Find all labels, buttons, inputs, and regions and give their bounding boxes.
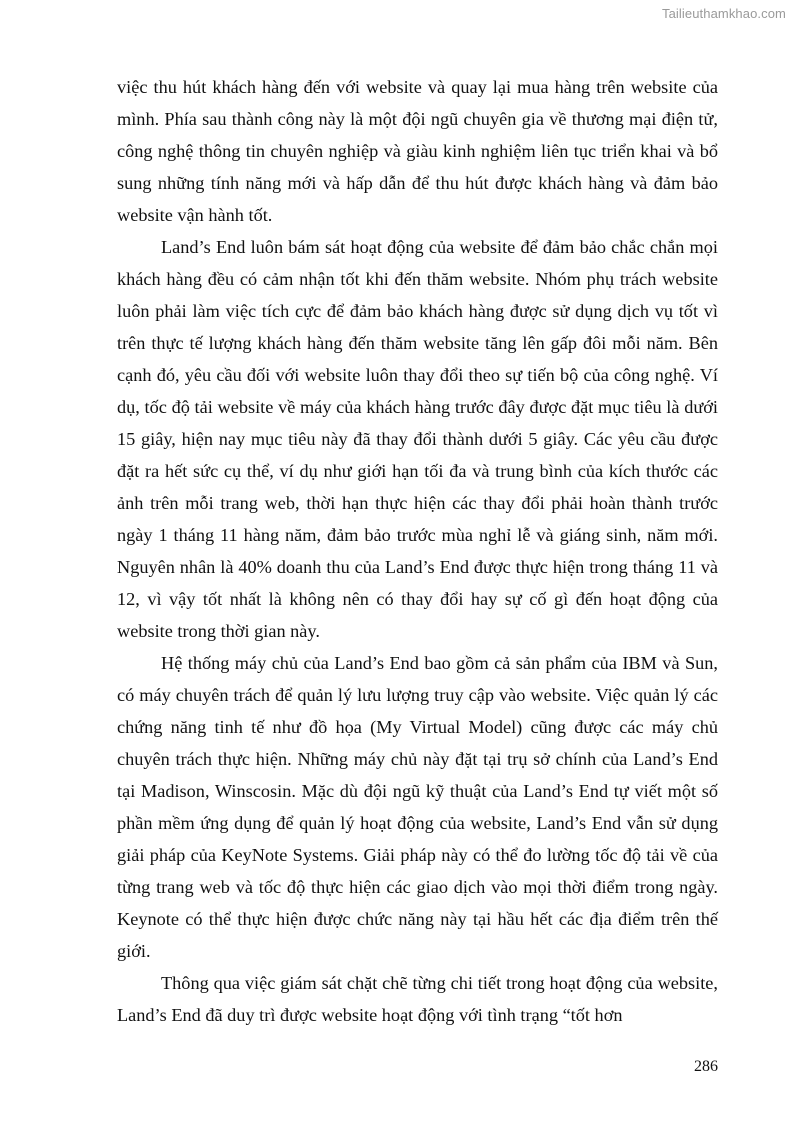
paragraph-conclusion: Thông qua việc giám sát chặt chẽ từng chi tiết trong hoạt động của website, Land’s End đã duy trì được website hoạt động với tình trạng “tốt hơn: [117, 973, 718, 1025]
page-number: 286: [694, 1058, 718, 1075]
paragraph-continuation: việc thu hút khách hàng đến với website và quay lại mua hàng trên website của mình. Phía sau thành công này là một đội ngũ chuyên gia về thương mại điện tử, công nghệ thông tin chuyên nghiệp và giàu kinh nghiệm liên tục triển khai và bổ sung những tính năng mới và hấp dẫn để thu hút được khách hàng và đảm bảo website vận hành tốt.: [117, 77, 718, 225]
watermark-text: Tailieuthamkhao.com: [661, 6, 786, 21]
paragraph-server-system: Hệ thống máy chủ của Land’s End bao gồm cả sản phẩm của IBM và Sun, có máy chuyên trách để quản lý lưu lượng truy cập vào website. Việc quản lý các chứng năng tinh tế như đồ họa (My Virtual Model) cũng được các máy chủ chuyên trách thực hiện. Những máy chủ này đặt tại trụ sở chính của Land’s End tại Madison, Winscosin. Mặc dù đội ngũ kỹ thuật của Land’s End tự viết một số phần mềm ứng dụng để quản lý hoạt động của website, Land’s End vẫn sử dụng giải pháp của KeyNote Systems. Giải pháp này có thể đo lường tốc độ tải về của từng trang web và tốc độ thực hiện các giao dịch vào mọi thời điểm trong ngày. Keynote có thể thực hiện được chức năng này tại hầu hết các địa điểm trên thế giới.: [117, 653, 718, 961]
paragraph-lands-end-monitoring: Land’s End luôn bám sát hoạt động của website để đảm bảo chắc chắn mọi khách hàng đều có cảm nhận tốt khi đến thăm website. Nhóm phụ trách website luôn phải làm việc tích cực để đảm bảo khách hàng được sử dụng dịch vụ tốt vì trên thực tế lượng khách hàng đến thăm website tăng lên gấp đôi mỗi năm. Bên cạnh đó, yêu cầu đối với website luôn thay đổi theo sự tiến bộ của công nghệ. Ví dụ, tốc độ tải website về máy của khách hàng trước đây được đặt mục tiêu là dưới 15 giây, hiện nay mục tiêu này đã thay đổi thành dưới 5 giây. Các yêu cầu được đặt ra hết sức cụ thể, ví dụ như giới hạn tối đa và trung bình của kích thước các ảnh trên mỗi trang web, thời hạn thực hiện các thay đổi phải hoàn thành trước ngày 1 tháng 11 hàng năm, đảm bảo trước mùa nghỉ lễ và giáng sinh, năm mới. Nguyên nhân là 40% doanh thu của Land’s End được thực hiện trong tháng 11 và 12, vì vậy tốt nhất là không nên có thay đổi hay sự cố gì đến hoạt động của website trong thời gian này.: [117, 237, 718, 641]
document-body: [117, 71, 718, 1031]
